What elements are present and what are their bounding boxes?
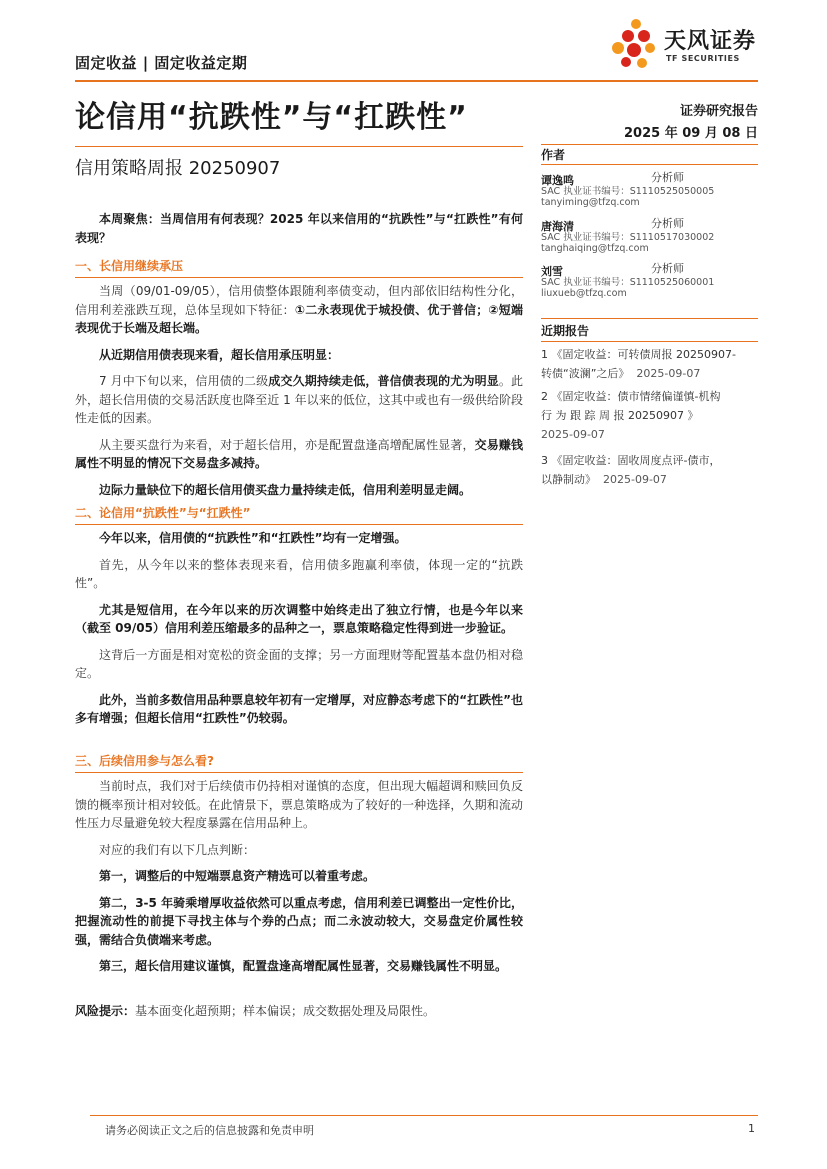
footer-rule xyxy=(90,1115,758,1116)
body-section-3 xyxy=(75,777,523,976)
header-rule xyxy=(75,80,758,82)
report-subtitle: 信用策略周报 20250907 xyxy=(75,158,281,179)
page-number: 1 xyxy=(748,1122,755,1135)
report-title: 论信用“抗跌性”与“扛跌性” xyxy=(75,100,468,135)
section-2-rule xyxy=(75,524,523,525)
recent-heading: 近期报告 xyxy=(541,324,590,338)
authors-rule-bottom xyxy=(541,164,758,165)
recent-rule-bottom xyxy=(541,341,758,342)
recent-report-line: 以静制动》 xyxy=(541,473,596,486)
intro-paragraph: 本周聚焦：当周信用有何表现？2025 年以来信用的“抗跌性”与“扛跌性”有何表现？ xyxy=(75,212,523,245)
author-name: 唐海清 xyxy=(541,220,574,233)
recent-report-line: 行 为 跟 踪 周 报 20250907 》 xyxy=(541,409,699,422)
section-3-heading: 三、后续信用参与怎么看? xyxy=(75,754,214,768)
section-3-rule xyxy=(75,772,523,773)
report-type: 证券研究报告 xyxy=(679,104,758,119)
risk-warning xyxy=(75,1002,523,1021)
report-date: 2025 年 09 月 08 日 xyxy=(624,126,758,141)
paragraph: 此外，当前多数信用品种票息较年初有一定增厚，对应静态考虑下的“扛跌性”也多有增强；但超长信用“扛跌性”仍较弱。 xyxy=(75,692,523,725)
author-email[interactable]: tanghaiqing@tfzq.com xyxy=(541,243,649,254)
paragraph: 当周（09/01-09/05），信用债整体跟随利率债变动，但内部依旧结构性分化，信用利差涨跌互现，总体呈现如下特征：①二永表现优于城投债、优于普信；②短端表现优于长端及超长端。 xyxy=(75,284,523,335)
logo-text-en: TF SECURITIES xyxy=(666,54,740,63)
author-role: 分析师 xyxy=(651,171,684,184)
risk-label: 风险提示： xyxy=(75,1004,136,1018)
body-section-1 xyxy=(75,282,523,499)
body-section-2 xyxy=(75,529,523,728)
paragraph: 第三，超长信用建议谨慎，配置盘逢高增配属性显著，交易赚钱属性不明显。 xyxy=(99,959,508,973)
recent-report-line: 转债“波澜”之后》 xyxy=(541,367,630,380)
logo-text-cn: 天风证券 xyxy=(664,29,757,54)
recent-report-date: 2025-09-07 xyxy=(636,367,701,380)
risk-text: 基本面变化超预期；样本偏误；成交数据处理及局限性。 xyxy=(135,1004,436,1018)
paragraph: 第一，调整后的中短端票息资产精选可以着重考虑。 xyxy=(99,869,376,883)
author-role: 分析师 xyxy=(651,262,684,275)
paragraph: 今年以来，信用债的“抗跌性”和“扛跌性”均有一定增强。 xyxy=(99,531,407,545)
author-name: 谭逸鸣 xyxy=(541,174,574,187)
paragraph: 从近期信用债表现来看，超长信用承压明显： xyxy=(99,347,340,362)
author-block xyxy=(541,260,758,299)
paragraph: 7 月中下旬以来，信用债的二级成交久期持续走低，普信债表现的尤为明显。此外，超长信用债的交易活跃度也降至近 1 年以来的低位，这其中或也有一级供给阶段性走低的因素。 xyxy=(75,374,523,425)
paragraph: 从主要买盘行为来看，对于超长信用，亦是配置盘逢高增配属性显著，交易赚钱属性不明显的情况下交易盘多减持。 xyxy=(75,437,523,470)
report-category: 固定收益 | 固定收益定期 xyxy=(75,54,248,72)
recent-report-line: 1 《固定收益：可转债周报 20250907- xyxy=(541,348,736,361)
recent-rule xyxy=(541,318,758,319)
paragraph: 首先，从今年以来的整体表现来看，信用债多跑赢利率债，体现一定的“抗跌性”。 xyxy=(75,557,523,590)
body-column xyxy=(75,210,523,247)
disclaimer-note: 请务必阅读正文之后的信息披露和免责申明 xyxy=(105,1124,314,1137)
company-logo xyxy=(606,18,766,70)
recent-report-line: 2 《固定收益：债市情绪偏谨慎-机构 xyxy=(541,390,721,403)
section-2-heading: 二、论信用“抗跌性”与“扛跌性” xyxy=(75,506,251,520)
title-rule xyxy=(75,146,523,147)
recent-report-date: 2025-09-07 xyxy=(541,428,605,441)
recent-report-item[interactable] xyxy=(541,387,758,444)
recent-report-item[interactable] xyxy=(541,451,758,489)
section-1-rule xyxy=(75,277,523,278)
paragraph: 第二，3-5 年骑乘增厚收益依然可以重点考虑，信用利差已调整出一定性价比，把握流动性的前提下寻找主体与个券的凸点；而二永波动较大，交易盘定价属性较强，需结合负债端来考虑。 xyxy=(75,895,523,947)
author-block xyxy=(541,215,758,254)
author-role: 分析师 xyxy=(651,217,684,230)
paragraph: 边际力量缺位下的超长信用债买盘力量持续走低，信用利差明显走阔。 xyxy=(99,482,472,497)
recent-report-line: 3 《固定收益：固收周度点评-债市， xyxy=(541,454,721,467)
author-block xyxy=(541,169,758,208)
logo-mark-icon xyxy=(606,18,662,70)
author-license: SAC 执业证书编号：S1110525060001 xyxy=(541,277,715,288)
authors-rule xyxy=(541,144,758,145)
authors-heading: 作者 xyxy=(541,148,566,162)
paragraph: 对应的我们有以下几点判断： xyxy=(99,842,256,857)
author-email[interactable]: liuxueb@tfzq.com xyxy=(541,288,627,299)
author-name: 刘雪 xyxy=(541,265,563,278)
author-email[interactable]: tanyiming@tfzq.com xyxy=(541,197,640,208)
author-license: SAC 执业证书编号：S1110517030002 xyxy=(541,232,715,243)
paragraph: 尤其是短信用，在今年以来的历次调整中始终走出了独立行情，也是今年以来（截至 09/05）信用利差压缩最多的品种之一，票息策略稳定性得到进一步验证。 xyxy=(75,602,523,635)
author-license: SAC 执业证书编号：S1110525050005 xyxy=(541,186,715,197)
paragraph: 这背后一方面是相对宽松的资金面的支撑；另一方面理财等配置基本盘仍相对稳定。 xyxy=(75,647,523,680)
paragraph: 当前时点，我们对于后续债市仍持相对谨慎的态度，但出现大幅超调和赎回负反馈的概率预计相对较低。在此情景下，票息策略成为了较好的一种选择，久期和流动性压力尽量避免较大程度暴露在信用品种上。 xyxy=(75,779,523,830)
recent-report-date: 2025-09-07 xyxy=(603,473,667,486)
section-1-heading: 一、长信用继续承压 xyxy=(75,259,184,273)
recent-report-item[interactable] xyxy=(541,345,758,383)
